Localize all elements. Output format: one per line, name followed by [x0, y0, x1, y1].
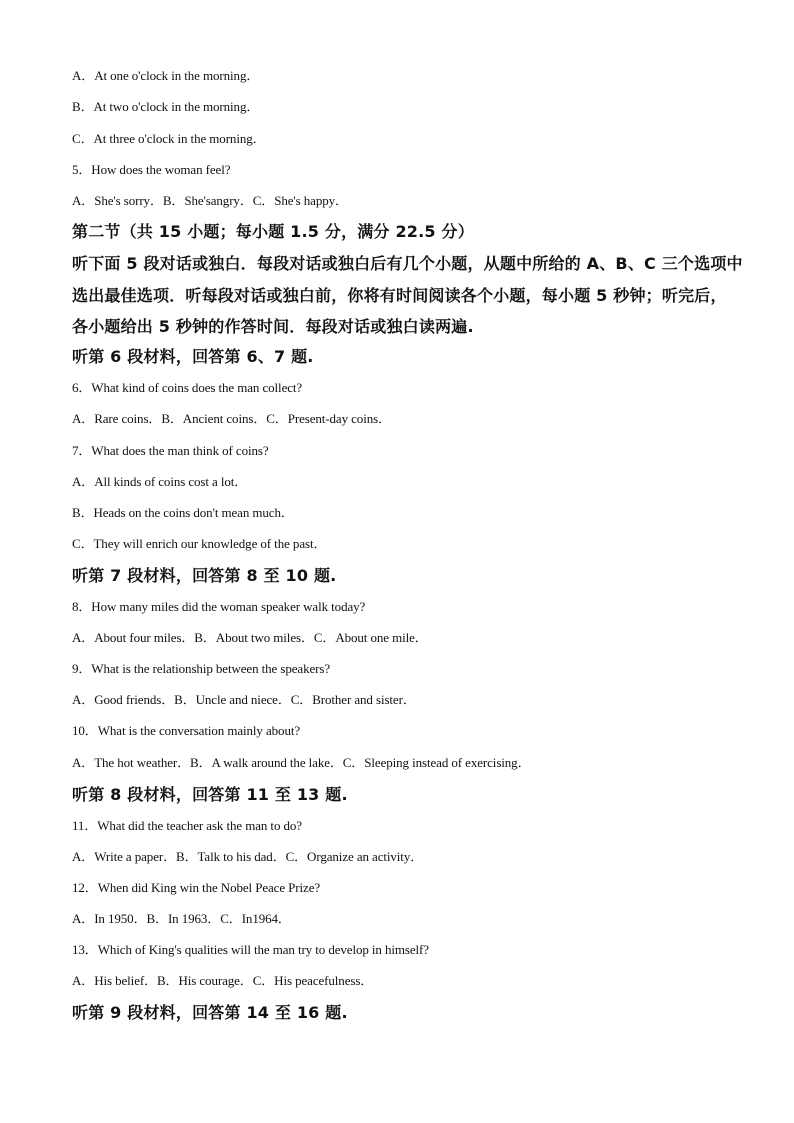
q10-options: A．The hot weather．B．A walk around the lake．C．Sleeping instead of exercising．: [72, 755, 531, 770]
q11-question: 11．What did the teacher ask the man to do?: [72, 818, 302, 833]
material7-heading: 听第 7 段材料，回答第 8 至 10 题.: [72, 566, 337, 585]
q8-question: 8．How many miles did the woman speaker walk today?: [72, 599, 366, 614]
q13-question: 13．Which of King's qualities will the man try to develop in himself?: [72, 942, 429, 957]
q4-option-b: B．At two o'clock in the morning．: [72, 99, 260, 114]
q9-question: 9．What is the relationship between the speakers?: [72, 661, 330, 676]
q7-option-a: A．All kinds of coins cost a lot．: [72, 474, 248, 489]
q12-options: A．In 1950．B．In 1963．C．In1964．: [72, 911, 291, 926]
q4-option-a: A．At one o'clock in the morning．: [72, 68, 260, 83]
q7-question: 7．What does the man think of coins?: [72, 443, 269, 458]
material6-heading: 听第 6 段材料，回答第 6、7 题.: [72, 347, 314, 366]
q10-question: 10．What is the conversation mainly about?: [72, 723, 301, 738]
q4-option-c: C．At three o'clock in the morning．: [72, 131, 266, 146]
q6-options: A．Rare coins．B．Ancient coins．C．Present-day coins．: [72, 411, 391, 426]
section2-instructions-line2: 选出最佳选项．听每段对话或独白前，你将有时间阅读各个小题，每小题 5 秒钟；听完后，: [72, 286, 727, 305]
q12-question: 12．When did King win the Nobel Peace Prize?: [72, 880, 321, 895]
q8-options: A．About four miles．B．About two miles．C．About one mile．: [72, 630, 428, 645]
material9-heading: 听第 9 段材料，回答第 14 至 16 题.: [72, 1003, 348, 1022]
q7-option-b: B．Heads on the coins don't mean much．: [72, 505, 294, 520]
q13-options: A．His belief．B．His courage．C．His peacefulness．: [72, 973, 374, 988]
q5-question: 5．How does the woman feel?: [72, 162, 231, 177]
section2-instructions-line3: 各小题给出 5 秒钟的作答时间．每段对话或独白读两遍.: [72, 317, 474, 336]
q6-question: 6．What kind of coins does the man collect?: [72, 380, 303, 395]
section2-title: 第二节（共 15 小题；每小题 1.5 分，满分 22.5 分）: [72, 222, 474, 241]
q11-options: A．Write a paper．B．Talk to his dad．C．Organize an activity．: [72, 849, 424, 864]
section2-instructions-line1: 听下面 5 段对话或独白．每段对话或独白后有几个小题，从题中所给的 A、B、C 三个选项中: [72, 254, 743, 273]
material8-heading: 听第 8 段材料，回答第 11 至 13 题.: [72, 785, 348, 804]
q9-options: A．Good friends．B．Uncle and niece．C．Brother and sister．: [72, 692, 416, 707]
q7-option-c: C．They will enrich our knowledge of the past．: [72, 536, 327, 551]
q5-options: A．She's sorry．B．She'sangry．C．She's happy．: [72, 193, 348, 208]
